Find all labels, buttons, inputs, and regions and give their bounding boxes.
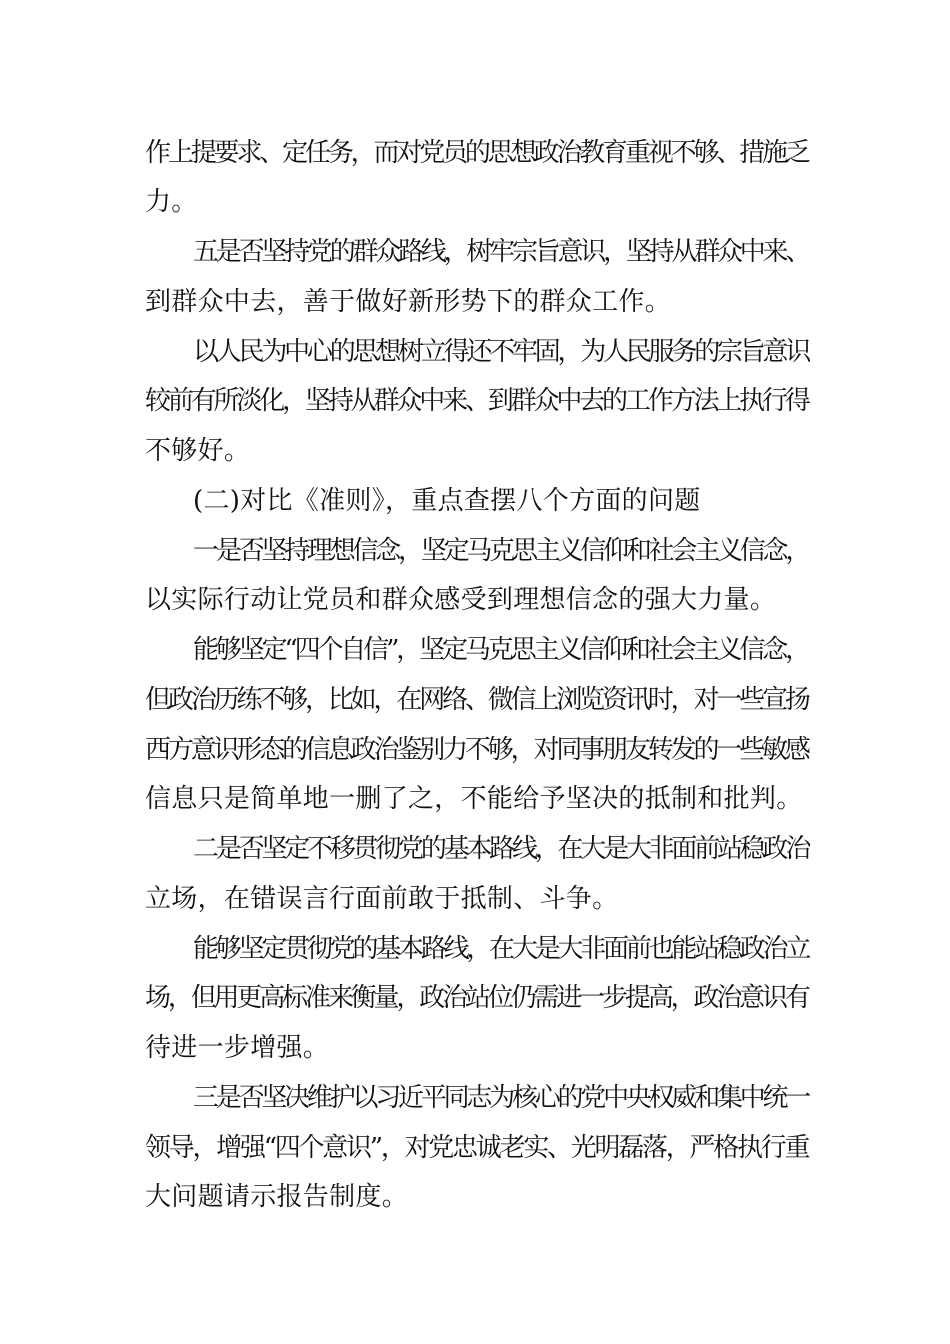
text-line: 以人民为中心的思想树立得还不牢固，为人民服务的宗旨意识 [193,337,809,367]
text-line: 力。 [145,187,198,217]
text-line: 能够坚定贯彻党的基本路线，在大是大非面前也能站稳政治立 [193,934,809,964]
text-line: 场，但用更高标准来衡量，政治站位仍需进一步提高，政治意识有 [145,983,808,1013]
text-line: 较前有所淡化，坚持从群众中来、到群众中去的工作方法上执行得 [145,386,808,416]
text-line: 领导，增强“四个意识”，对党忠诚老实、光明磊落，严格执行重 [145,1133,809,1163]
text-line: 以实际行动让党员和群众感受到理想信念的强大力量。 [145,585,777,615]
text-line: 但政治历练不够，比如，在网络、微信上浏览资讯时，对一些宣扬 [145,685,808,715]
text-line: 能够坚定“四个自信”，坚定马克思主义信仰和社会主义信念， [193,635,808,665]
text-line: 不够好。 [145,436,251,466]
text-line: 立场，在错误言行面前敢于抵制、斗争。 [145,884,619,914]
text-line: 到群众中去，善于做好新形势下的群众工作。 [145,287,672,317]
text-line: 作上提要求、定任务，而对党员的思想政治教育重视不够、措施乏 [145,138,808,168]
text-line: 信息只是简单地一删了之，不能给予坚决的抵制和批判。 [145,784,803,814]
text-line: 西方意识形态的信息政治鉴别力不够，对同事朋友转发的一些敏感 [145,735,808,765]
text-line: 待进一步增强。 [145,1033,330,1063]
text-line: 三是否坚决维护以习近平同志为核心的党中央权威和集中统一 [193,1083,809,1113]
text-line: 二是否坚定不移贯彻党的基本路线，在大是大非面前站稳政治 [193,834,809,864]
text-line: 一是否坚持理想信念，坚定马克思主义信仰和社会主义信念， [193,536,809,566]
text-line: 大问题请示报告制度。 [145,1182,409,1212]
section-heading: (二)对比《准则》，重点查摆八个方面的问题 [193,486,701,516]
text-line: 五是否坚持党的群众路线，树牢宗旨意识，坚持从群众中来、 [193,237,809,267]
